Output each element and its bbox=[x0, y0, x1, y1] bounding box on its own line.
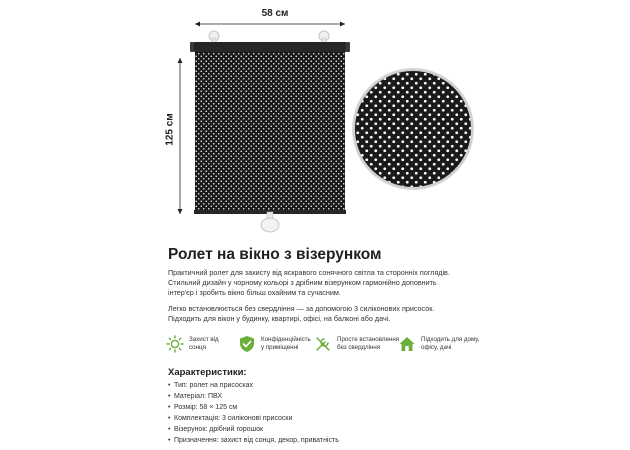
height-label: 125 см bbox=[164, 113, 176, 146]
description-line: Практичний ролет для захисту від яскравого сонячного світла та сторонніх поглядів. bbox=[168, 268, 450, 277]
description-line: Підходить для вікон у будинку, квартирі, офісі, на балконі або дачі. bbox=[168, 314, 391, 323]
description-line: Легко встановлюється без свердління — за допомогою 3 силіконових присосок. bbox=[168, 304, 435, 313]
width-dimension-line bbox=[195, 22, 345, 27]
spec-item: • Тип: ролет на присосках bbox=[174, 381, 253, 390]
house-icon bbox=[398, 335, 416, 353]
spec-item: • Матеріал: ПВХ bbox=[174, 392, 222, 401]
blind-fabric bbox=[195, 52, 345, 212]
sun-icon bbox=[166, 335, 184, 353]
feature-label-line1: Конфіденційність bbox=[261, 336, 311, 343]
roller-bar bbox=[192, 42, 348, 52]
spec-item: • Розмір: 58 × 125 см bbox=[174, 403, 237, 412]
feature-label-line1: Підходить для дому, bbox=[421, 336, 480, 343]
feature-label-line2: офісу, дачі bbox=[421, 344, 452, 351]
spec-item: • Комплектація: 3 силіконові присоски bbox=[174, 414, 292, 423]
pattern-zoom-circle bbox=[350, 66, 480, 196]
features-row bbox=[166, 333, 480, 359]
width-label: 58 см bbox=[261, 8, 289, 19]
description-line: інтер'єр і зробить вікно більш охайним та сучасним. bbox=[168, 288, 341, 297]
spec-item: • Призначення: захист від сонця, декор, приватність bbox=[174, 436, 339, 445]
spec-item: • Візерунок: дрібний горошок bbox=[174, 425, 263, 434]
feature-label-line2: сонця bbox=[189, 344, 206, 351]
product-title: Ролет на вікно з візерунком bbox=[168, 246, 382, 263]
feature-label-line1: Просте встановлення bbox=[337, 336, 400, 343]
specs-title: Характеристики: bbox=[168, 367, 247, 378]
shield-check-icon bbox=[238, 335, 256, 353]
feature-label-line2: у приміщенні bbox=[261, 344, 299, 351]
feature-label-line2: без свердління bbox=[337, 344, 381, 351]
bottom-suction-cup bbox=[261, 212, 279, 232]
tools-icon bbox=[314, 335, 332, 353]
height-dimension-line bbox=[178, 58, 183, 214]
feature-label-line1: Захист від bbox=[189, 336, 219, 343]
description-line: Стильний дизайн у чорному кольорі з дрібним візерунком гармонійно доповнить bbox=[168, 278, 437, 287]
